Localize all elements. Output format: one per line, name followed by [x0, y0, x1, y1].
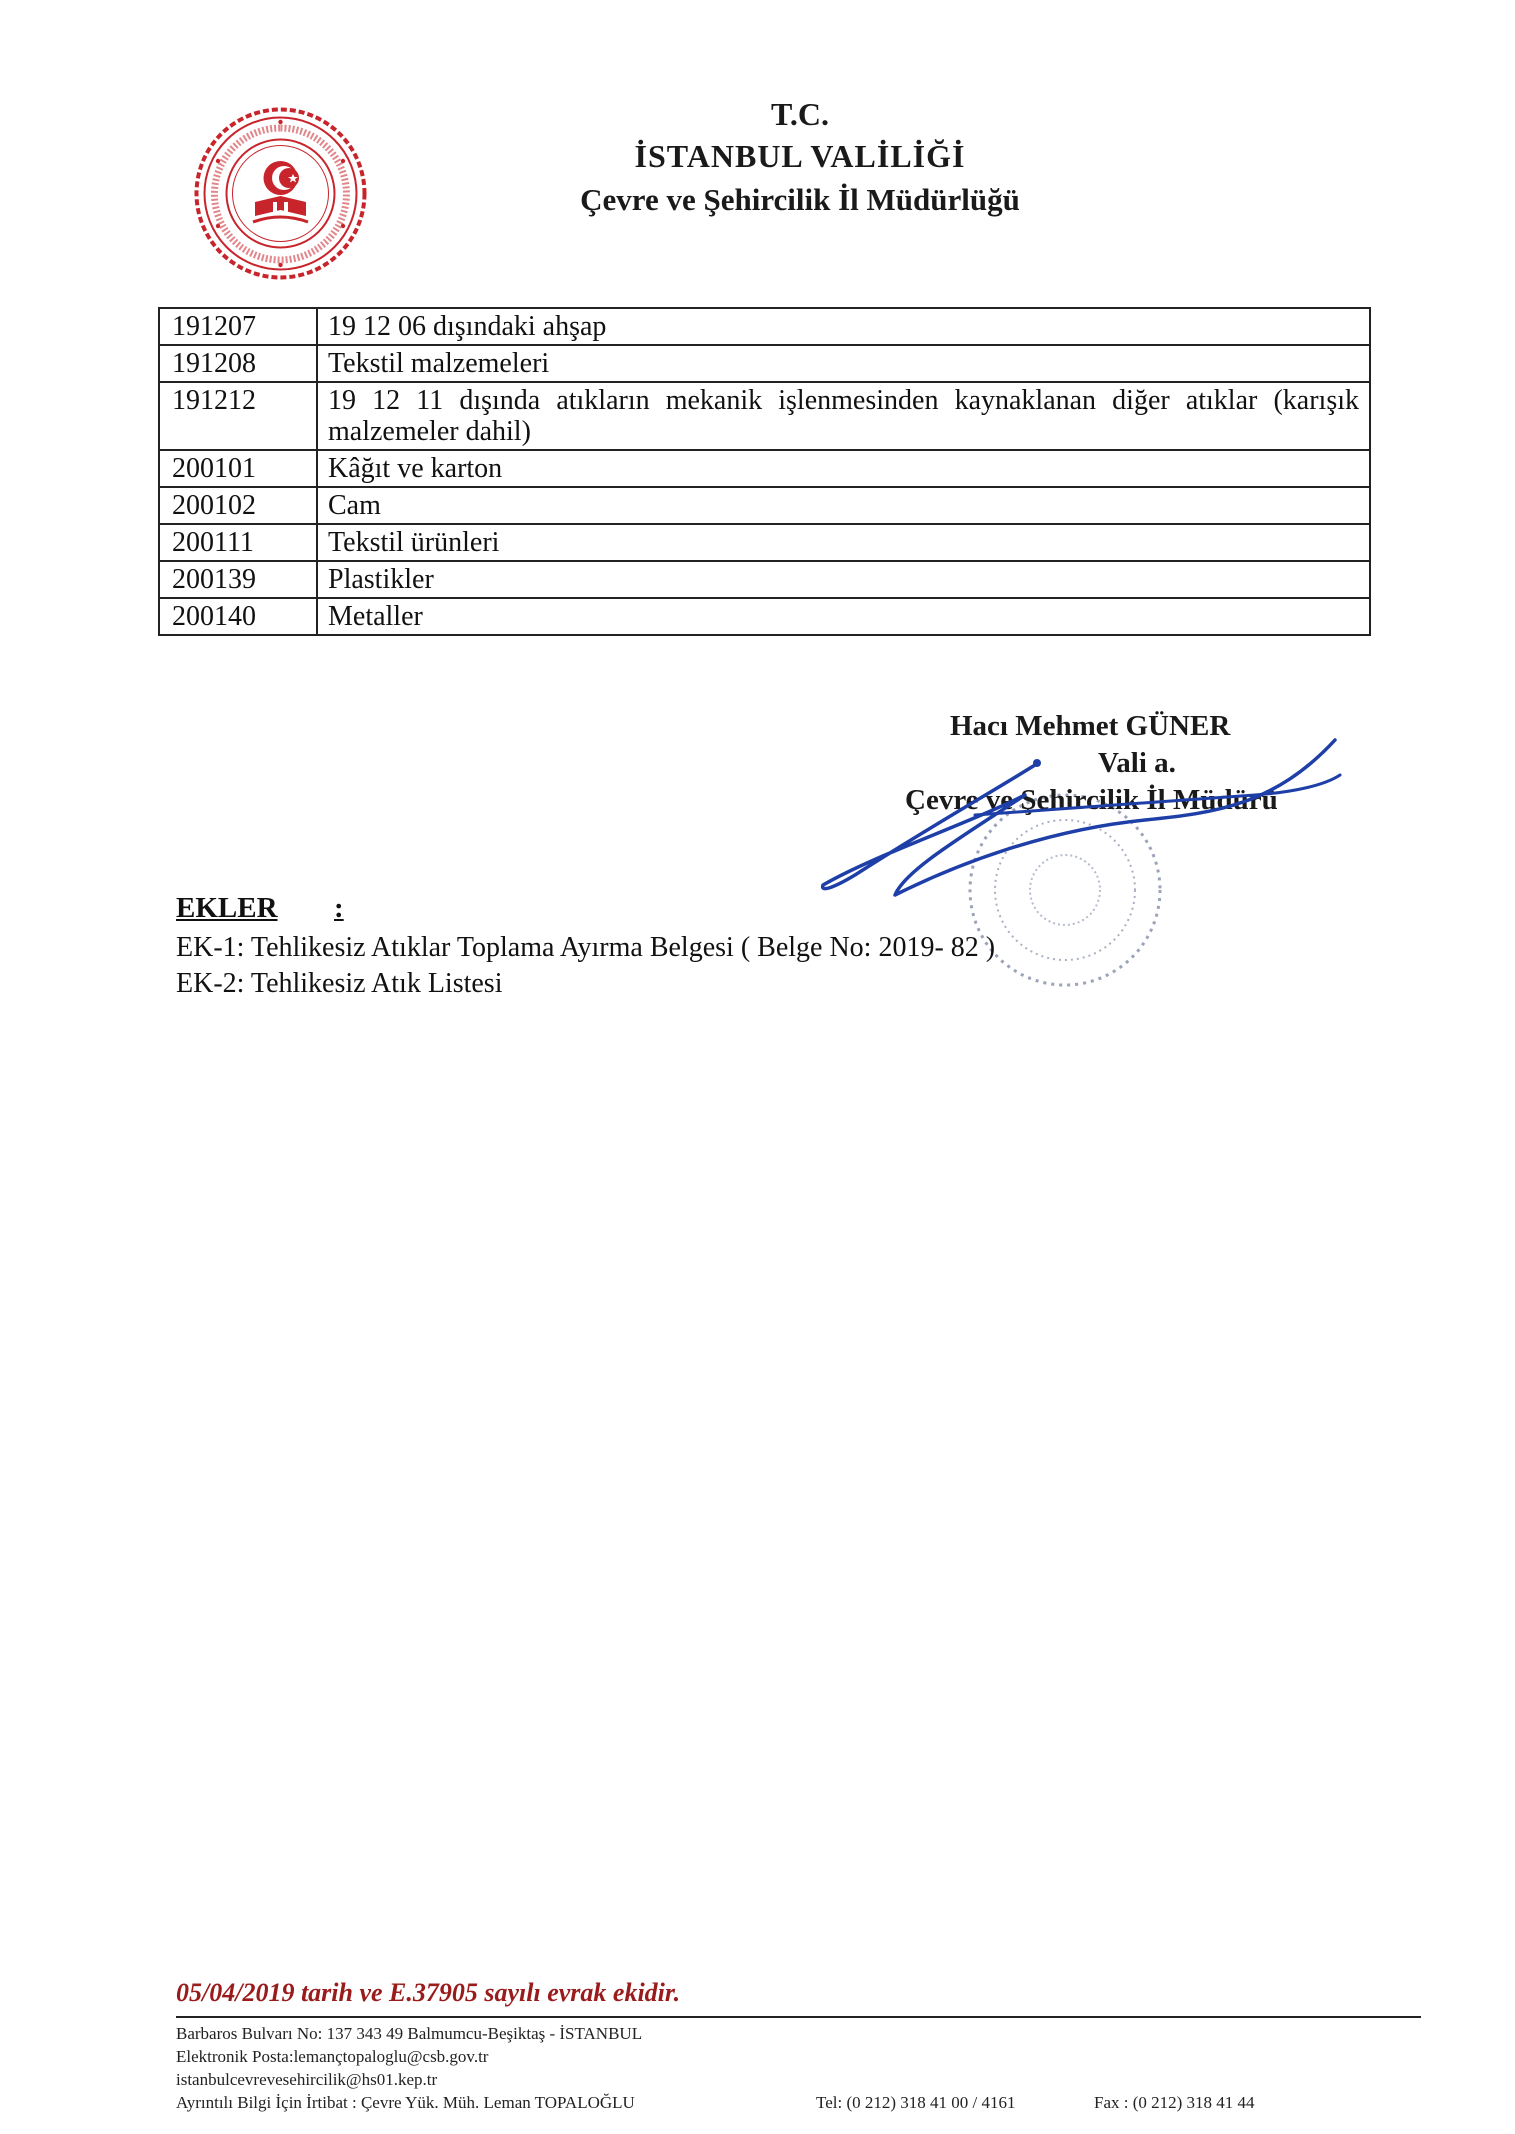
header-valilik: İSTANBUL VALİLİĞİ: [634, 138, 966, 174]
footer-kep: istanbulcevrevesehircilik@hs01.kep.tr: [176, 2070, 438, 2089]
waste-description: Tekstil ürünleri: [317, 524, 1370, 561]
waste-code: 200111: [159, 524, 317, 561]
waste-code: 191208: [159, 345, 317, 382]
waste-description: Metaller: [317, 598, 1370, 635]
table-row: [159, 450, 1370, 487]
table-row: [159, 345, 1370, 382]
table-row: [159, 561, 1370, 598]
header-tc: T.C.: [770, 96, 830, 132]
attachment-item: EK-1: Tehlikesiz Atıklar Toplama Ayırma Belgesi ( Belge No: 2019- 82 ): [176, 932, 996, 963]
footer-address: Barbaros Bulvarı No: 137 343 49 Balmumcu-Beşiktaş - İSTANBUL: [176, 2024, 643, 2043]
waste-code: 200140: [159, 598, 317, 635]
footer-divider: [176, 2016, 1421, 2018]
waste-description: 19 12 11 dışında atıkların mekanik işlenmesinden kaynaklanan diğer atıklar (karışık malzemeler dahil): [317, 382, 1370, 450]
table-row: [159, 598, 1370, 635]
waste-description: 19 12 06 dışındaki ahşap: [317, 308, 1370, 345]
waste-code-table: [158, 307, 1371, 636]
footer-phone: Tel: (0 212) 318 41 00 / 4161: [816, 2093, 1016, 2112]
table-row: [159, 524, 1370, 561]
ministry-seal-logo: [193, 106, 368, 281]
attachment-item: EK-2: Tehlikesiz Atık Listesi: [176, 968, 503, 999]
footer-contact: Ayrıntılı Bilgi İçin İrtibat : Çevre Yük. Müh. Leman TOPALOĞLU: [176, 2093, 635, 2112]
waste-code: 191207: [159, 308, 317, 345]
header-directorate: Çevre ve Şehircilik İl Müdürlüğü: [580, 182, 1020, 217]
attachments-colon: :: [334, 892, 344, 924]
signer-name: Hacı Mehmet GÜNER: [950, 710, 1231, 742]
signer-role-vali: Vali a.: [1098, 747, 1176, 779]
table-row: [159, 308, 1370, 345]
waste-code: 200101: [159, 450, 317, 487]
footer-email: Elektronik Posta:lemançtopaloglu@csb.gov.tr: [176, 2047, 489, 2066]
waste-code: 200102: [159, 487, 317, 524]
waste-code: 200139: [159, 561, 317, 598]
attachments-title: EKLER: [176, 892, 278, 924]
signer-title: Çevre ve Şehircilik İl Müdürü: [905, 784, 1278, 816]
table-row: [159, 382, 1370, 450]
waste-description: Kâğıt ve karton: [317, 450, 1370, 487]
table-row: [159, 487, 1370, 524]
waste-description: Tekstil malzemeleri: [317, 345, 1370, 382]
footer-fax: Fax : (0 212) 318 41 44: [1094, 2093, 1255, 2112]
waste-description: Cam: [317, 487, 1370, 524]
handwritten-signature: [815, 735, 1345, 910]
waste-description: Plastikler: [317, 561, 1370, 598]
waste-code: 191212: [159, 382, 317, 450]
footer-reference-note: 05/04/2019 tarih ve E.37905 sayılı evrak ekidir.: [176, 1978, 681, 2007]
